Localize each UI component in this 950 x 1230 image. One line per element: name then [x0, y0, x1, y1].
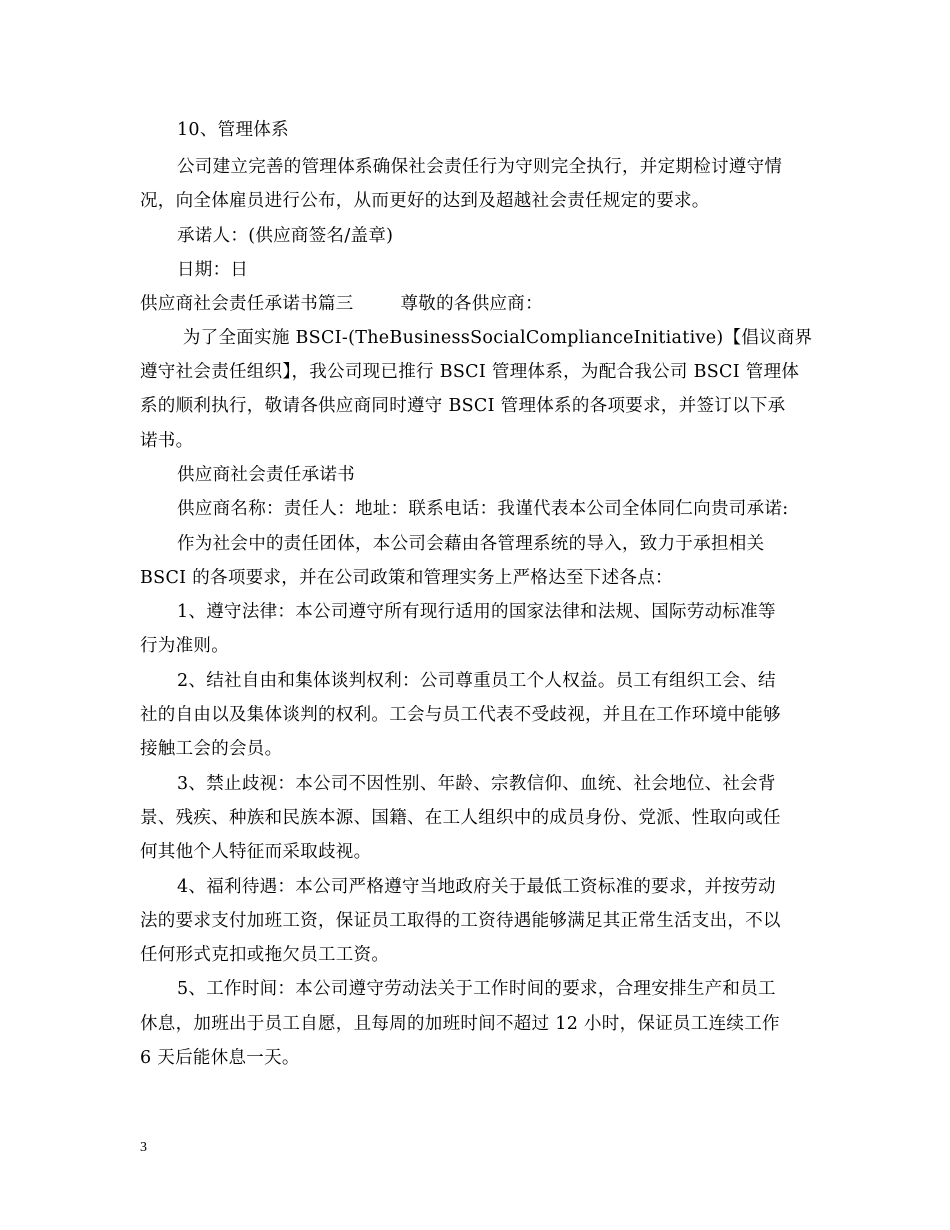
paragraph-line: 遵守社会责任组织】，我公司现已推行 BSCI 管理体系，为配合我公司 BSCI 管理体	[140, 362, 800, 382]
clause-working-hours-line: 5、工作时间：本公司遵守劳动法关于工作时间的要求，合理安排生产和员工	[177, 979, 776, 999]
document-title-line: 供应商社会责任承诺书	[177, 465, 355, 485]
paragraph-line: 社的自由以及集体谈判的权利。工会与员工代表不受歧视，并且在工作环境中能够	[140, 705, 781, 725]
paragraph-line: 诺书。	[140, 431, 194, 451]
paragraph-line: 休息，加班出于员工自愿，且每周的加班时间不超过 12 小时，保证员工连续工作	[140, 1014, 780, 1034]
paragraph-line: 6 天后能休息一天。	[140, 1048, 300, 1068]
paragraph-line: 公司建立完善的管理体系确保社会责任行为守则完全执行，并定期检讨遵守情	[177, 157, 783, 177]
page-number: 3	[140, 1140, 147, 1155]
paragraph-line: 行为准则。	[140, 636, 229, 656]
paragraph-line: 为了全面实施 BSCI-(TheBusinessSocialComplianceInitiative)【倡议商界	[177, 328, 813, 348]
supplier-info-line: 供应商名称：责任人：地址：联系电话：我谨代表本公司全体同仁向贵司承诺:	[177, 499, 789, 519]
paragraph-line: 何其他个人特征而采取歧视。	[140, 842, 372, 862]
paragraph-line: 系的顺利执行，敬请各供应商同时遵守 BSCI 管理体系的各项要求，并签订以下承	[140, 396, 786, 416]
section-title-line: 供应商社会责任承诺书篇三 尊敬的各供应商：	[140, 294, 543, 314]
paragraph-line: 况，向全体雇员进行公布，从而更好的达到及超越社会责任规定的要求。	[140, 191, 710, 211]
paragraph-line: 景、残疾、种族和民族本源、国籍、在工人组织中的成员身份、党派、性取向或任	[140, 808, 781, 828]
paragraph-line: 任何形式克扣或拖欠员工工资。	[140, 945, 390, 965]
clause-discrimination-line: 3、禁止歧视：本公司不因性别、年龄、宗教信仰、血统、社会地位、社会背	[177, 774, 776, 794]
clause-welfare-line: 4、福利待遇：本公司严格遵守当地政府关于最低工资标准的要求，并按劳动	[177, 877, 776, 897]
paragraph-line: 法的要求支付加班工资，保证员工取得的工资待遇能够满足其正常生活支出，不以	[140, 911, 781, 931]
paragraph-line: 接触工会的会员。	[140, 739, 283, 759]
date-line: 日期：日	[177, 260, 249, 280]
clause-association-line: 2、结社自由和集体谈判权利：公司尊重员工个人权益。员工有组织工会、结	[177, 671, 776, 691]
clause-law-line: 1、遵守法律：本公司遵守所有现行适用的国家法律和法规、国际劳动标准等	[177, 602, 776, 622]
paragraph-line: 作为社会中的责任团体，本公司会藉由各管理系统的导入，致力于承担相关	[177, 534, 765, 554]
section-heading-management-system: 10、管理体系	[177, 120, 289, 140]
signature-line: 承诺人：(供应商签名/盖章)	[177, 226, 394, 246]
paragraph-line: BSCI 的各项要求，并在公司政策和管理实务上严格达至下述各点：	[140, 568, 673, 588]
